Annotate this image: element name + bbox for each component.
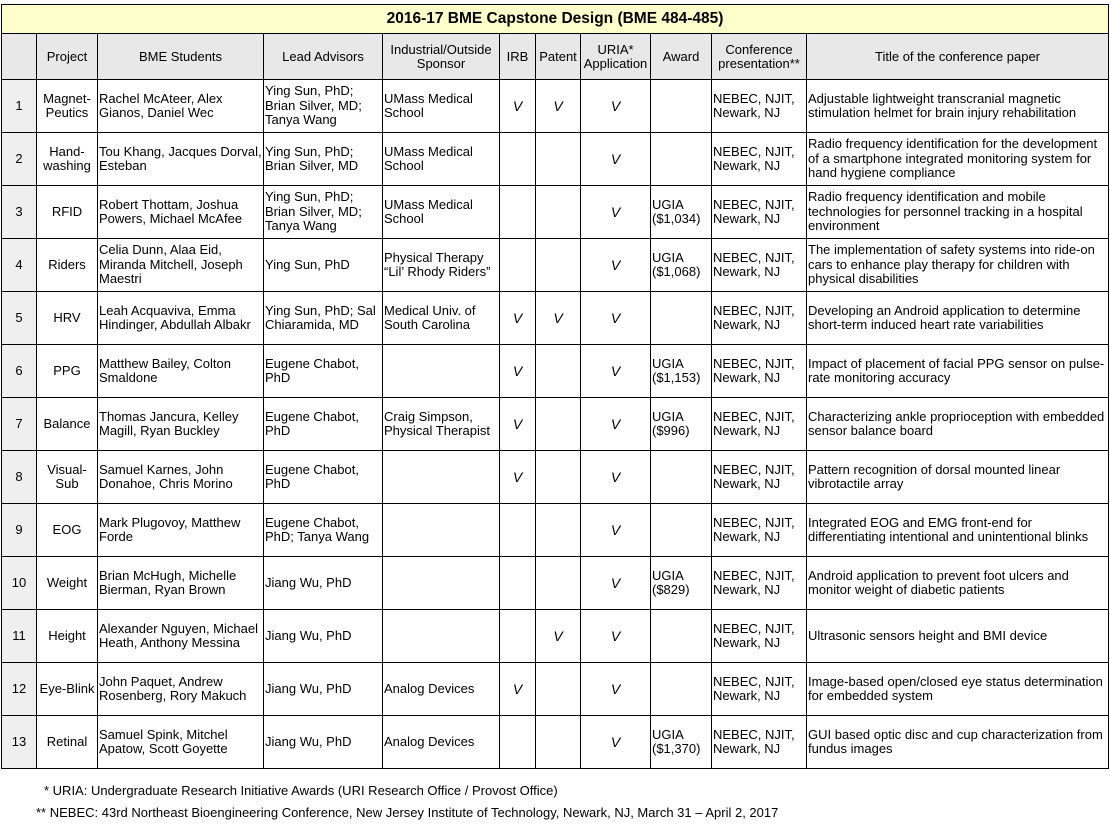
sponsor-cell: [383, 610, 500, 663]
award-cell: UGIA ($1,068): [651, 239, 712, 292]
header-advisors: Lead Advisors: [264, 34, 383, 80]
table-row: [2, 133, 1109, 186]
uria-cell: V: [581, 239, 651, 292]
table-row: [2, 557, 1109, 610]
advisors-cell: Ying Sun, PhD; Brian Silver, MD: [264, 133, 383, 186]
patent-cell: [536, 133, 581, 186]
project-cell: RFID: [37, 186, 98, 239]
table-row: [2, 716, 1109, 769]
header-row: [2, 34, 1109, 80]
table-row: [2, 398, 1109, 451]
project-cell: Visual-Sub: [37, 451, 98, 504]
advisors-cell: Jiang Wu, PhD: [264, 610, 383, 663]
patent-cell: V: [536, 80, 581, 133]
paper-title-cell: Android application to prevent foot ulcers and monitor weight of diabetic patients: [807, 557, 1109, 610]
header-project: Project: [37, 34, 98, 80]
conference-cell: NEBEC, NJIT, Newark, NJ: [712, 610, 807, 663]
sponsor-cell: [383, 557, 500, 610]
students-cell: Tou Khang, Jacques Dorval, Esteban: [98, 133, 264, 186]
row-number: 10: [2, 557, 37, 610]
header-index: [2, 34, 37, 80]
row-number: 12: [2, 663, 37, 716]
advisors-cell: Eugene Chabot, PhD; Tanya Wang: [264, 504, 383, 557]
award-cell: [651, 663, 712, 716]
conference-cell: NEBEC, NJIT, Newark, NJ: [712, 398, 807, 451]
project-cell: Weight: [37, 557, 98, 610]
advisors-cell: Jiang Wu, PhD: [264, 716, 383, 769]
uria-cell: V: [581, 557, 651, 610]
project-cell: EOG: [37, 504, 98, 557]
patent-cell: V: [536, 292, 581, 345]
students-cell: Brian McHugh, Michelle Bierman, Ryan Brown: [98, 557, 264, 610]
header-students: BME Students: [98, 34, 264, 80]
advisors-cell: Eugene Chabot, PhD: [264, 345, 383, 398]
patent-cell: [536, 663, 581, 716]
paper-title-cell: Adjustable lightweight transcranial magnetic stimulation helmet for brain injury rehabilitation: [807, 80, 1109, 133]
conference-cell: NEBEC, NJIT, Newark, NJ: [712, 504, 807, 557]
patent-cell: [536, 398, 581, 451]
award-cell: [651, 80, 712, 133]
conference-cell: NEBEC, NJIT, Newark, NJ: [712, 80, 807, 133]
table-row: [2, 451, 1109, 504]
award-cell: UGIA ($1,034): [651, 186, 712, 239]
award-cell: [651, 133, 712, 186]
paper-title-cell: Radio frequency identification for the development of a smartphone integrated monitoring system for hand hygiene compliance: [807, 133, 1109, 186]
capstone-table: [1, 4, 1109, 769]
conference-cell: NEBEC, NJIT, Newark, NJ: [712, 663, 807, 716]
row-number: 2: [2, 133, 37, 186]
sponsor-cell: Physical Therapy “Lil’ Rhody Riders”: [383, 239, 500, 292]
irb-cell: [500, 716, 536, 769]
table-row: [2, 504, 1109, 557]
advisors-cell: Eugene Chabot, PhD: [264, 451, 383, 504]
conference-cell: NEBEC, NJIT, Newark, NJ: [712, 716, 807, 769]
project-cell: Balance: [37, 398, 98, 451]
paper-title-cell: Impact of placement of facial PPG sensor on pulse-rate monitoring accuracy: [807, 345, 1109, 398]
students-cell: Leah Acquaviva, Emma Hindinger, Abdullah Albakr: [98, 292, 264, 345]
sponsor-cell: Analog Devices: [383, 716, 500, 769]
paper-title-cell: Pattern recognition of dorsal mounted linear vibrotactile array: [807, 451, 1109, 504]
table-row: [2, 292, 1109, 345]
irb-cell: V: [500, 451, 536, 504]
patent-cell: [536, 451, 581, 504]
table-body: [2, 80, 1109, 769]
footnotes: [36, 780, 778, 824]
uria-cell: V: [581, 80, 651, 133]
uria-cell: V: [581, 451, 651, 504]
patent-cell: [536, 716, 581, 769]
table-row: [2, 345, 1109, 398]
paper-title-cell: The implementation of safety systems into ride-on cars to enhance play therapy for children with physical disabilities: [807, 239, 1109, 292]
patent-cell: [536, 557, 581, 610]
irb-cell: [500, 186, 536, 239]
header-irb: IRB: [500, 34, 536, 80]
irb-cell: [500, 239, 536, 292]
students-cell: Celia Dunn, Alaa Eid, Miranda Mitchell, Joseph Maestri: [98, 239, 264, 292]
students-cell: Thomas Jancura, Kelley Magill, Ryan Buckley: [98, 398, 264, 451]
conference-cell: NEBEC, NJIT, Newark, NJ: [712, 133, 807, 186]
students-cell: Alexander Nguyen, Michael Heath, Anthony Messina: [98, 610, 264, 663]
header-uria: URIA* Application: [581, 34, 651, 80]
footnote-nebec: ** NEBEC: 43rd Northeast Bioengineering Conference, New Jersey Institute of Technology, Newark, NJ, March 31 – April 2, 2017: [36, 805, 779, 820]
paper-title-cell: Integrated EOG and EMG front-end for differentiating intentional and unintentional blinks: [807, 504, 1109, 557]
paper-title-cell: Developing an Android application to determine short-term induced heart rate variabilities: [807, 292, 1109, 345]
irb-cell: V: [500, 663, 536, 716]
award-cell: [651, 292, 712, 345]
row-number: 8: [2, 451, 37, 504]
sponsor-cell: UMass Medical School: [383, 80, 500, 133]
advisors-cell: Ying Sun, PhD; Brian Silver, MD; Tanya Wang: [264, 186, 383, 239]
sponsor-cell: [383, 345, 500, 398]
uria-cell: V: [581, 716, 651, 769]
row-number: 7: [2, 398, 37, 451]
irb-cell: V: [500, 345, 536, 398]
paper-title-cell: Image-based open/closed eye status determination for embedded system: [807, 663, 1109, 716]
irb-cell: [500, 133, 536, 186]
project-cell: Height: [37, 610, 98, 663]
project-cell: HRV: [37, 292, 98, 345]
header-conference: Conference presentation**: [712, 34, 807, 80]
project-cell: Eye-Blink: [37, 663, 98, 716]
irb-cell: [500, 504, 536, 557]
students-cell: Rachel McAteer, Alex Gianos, Daniel Wec: [98, 80, 264, 133]
students-cell: John Paquet, Andrew Rosenberg, Rory Makuch: [98, 663, 264, 716]
table-row: [2, 239, 1109, 292]
row-number: 3: [2, 186, 37, 239]
conference-cell: NEBEC, NJIT, Newark, NJ: [712, 186, 807, 239]
row-number: 6: [2, 345, 37, 398]
sponsor-cell: UMass Medical School: [383, 186, 500, 239]
uria-cell: V: [581, 186, 651, 239]
paper-title-cell: Characterizing ankle proprioception with embedded sensor balance board: [807, 398, 1109, 451]
uria-cell: V: [581, 345, 651, 398]
project-cell: Magnet-Peutics: [37, 80, 98, 133]
table-row: [2, 610, 1109, 663]
award-cell: UGIA ($829): [651, 557, 712, 610]
sponsor-cell: Medical Univ. of South Carolina: [383, 292, 500, 345]
project-cell: Retinal: [37, 716, 98, 769]
sponsor-cell: [383, 451, 500, 504]
patent-cell: V: [536, 610, 581, 663]
project-cell: Hand-washing: [37, 133, 98, 186]
patent-cell: [536, 504, 581, 557]
capstone-table-sheet: [1, 4, 1108, 769]
award-cell: [651, 451, 712, 504]
row-number: 9: [2, 504, 37, 557]
table-row: [2, 80, 1109, 133]
students-cell: Samuel Spink, Mitchel Apatow, Scott Goyette: [98, 716, 264, 769]
patent-cell: [536, 186, 581, 239]
conference-cell: NEBEC, NJIT, Newark, NJ: [712, 239, 807, 292]
header-award: Award: [651, 34, 712, 80]
uria-cell: V: [581, 504, 651, 557]
uria-cell: V: [581, 292, 651, 345]
uria-cell: V: [581, 610, 651, 663]
students-cell: Matthew Bailey, Colton Smaldone: [98, 345, 264, 398]
paper-title-cell: GUI based optic disc and cup characterization from fundus images: [807, 716, 1109, 769]
sponsor-cell: [383, 504, 500, 557]
advisors-cell: Ying Sun, PhD: [264, 239, 383, 292]
advisors-cell: Ying Sun, PhD; Brian Silver, MD; Tanya Wang: [264, 80, 383, 133]
header-patent: Patent: [536, 34, 581, 80]
advisors-cell: Jiang Wu, PhD: [264, 557, 383, 610]
project-cell: PPG: [37, 345, 98, 398]
table-row: [2, 663, 1109, 716]
conference-cell: NEBEC, NJIT, Newark, NJ: [712, 345, 807, 398]
conference-cell: NEBEC, NJIT, Newark, NJ: [712, 451, 807, 504]
award-cell: UGIA ($996): [651, 398, 712, 451]
patent-cell: [536, 345, 581, 398]
advisors-cell: Ying Sun, PhD; Sal Chiaramida, MD: [264, 292, 383, 345]
row-number: 5: [2, 292, 37, 345]
row-number: 4: [2, 239, 37, 292]
patent-cell: [536, 239, 581, 292]
students-cell: Samuel Karnes, John Donahoe, Chris Morino: [98, 451, 264, 504]
sponsor-cell: UMass Medical School: [383, 133, 500, 186]
students-cell: Mark Plugovoy, Matthew Forde: [98, 504, 264, 557]
advisors-cell: Eugene Chabot, PhD: [264, 398, 383, 451]
students-cell: Robert Thottam, Joshua Powers, Michael McAfee: [98, 186, 264, 239]
footnote-uria: * URIA: Undergraduate Research Initiative Awards (URI Research Office / Provost Office): [44, 783, 558, 798]
paper-title-cell: Ultrasonic sensors height and BMI device: [807, 610, 1109, 663]
uria-cell: V: [581, 398, 651, 451]
award-cell: UGIA ($1,153): [651, 345, 712, 398]
sponsor-cell: Craig Simpson, Physical Therapist: [383, 398, 500, 451]
conference-cell: NEBEC, NJIT, Newark, NJ: [712, 557, 807, 610]
row-number: 1: [2, 80, 37, 133]
advisors-cell: Jiang Wu, PhD: [264, 663, 383, 716]
irb-cell: [500, 557, 536, 610]
header-paper-title: Title of the conference paper: [807, 34, 1109, 80]
project-cell: Riders: [37, 239, 98, 292]
sponsor-cell: Analog Devices: [383, 663, 500, 716]
table-title: 2016-17 BME Capstone Design (BME 484-485): [2, 5, 1109, 34]
irb-cell: [500, 610, 536, 663]
award-cell: UGIA ($1,370): [651, 716, 712, 769]
award-cell: [651, 504, 712, 557]
uria-cell: V: [581, 663, 651, 716]
row-number: 11: [2, 610, 37, 663]
row-number: 13: [2, 716, 37, 769]
paper-title-cell: Radio frequency identification and mobile technologies for personnel tracking in a hospital environment: [807, 186, 1109, 239]
uria-cell: V: [581, 133, 651, 186]
header-sponsor: Industrial/Outside Sponsor: [383, 34, 500, 80]
conference-cell: NEBEC, NJIT, Newark, NJ: [712, 292, 807, 345]
award-cell: [651, 610, 712, 663]
irb-cell: V: [500, 80, 536, 133]
irb-cell: V: [500, 292, 536, 345]
irb-cell: V: [500, 398, 536, 451]
table-row: [2, 186, 1109, 239]
